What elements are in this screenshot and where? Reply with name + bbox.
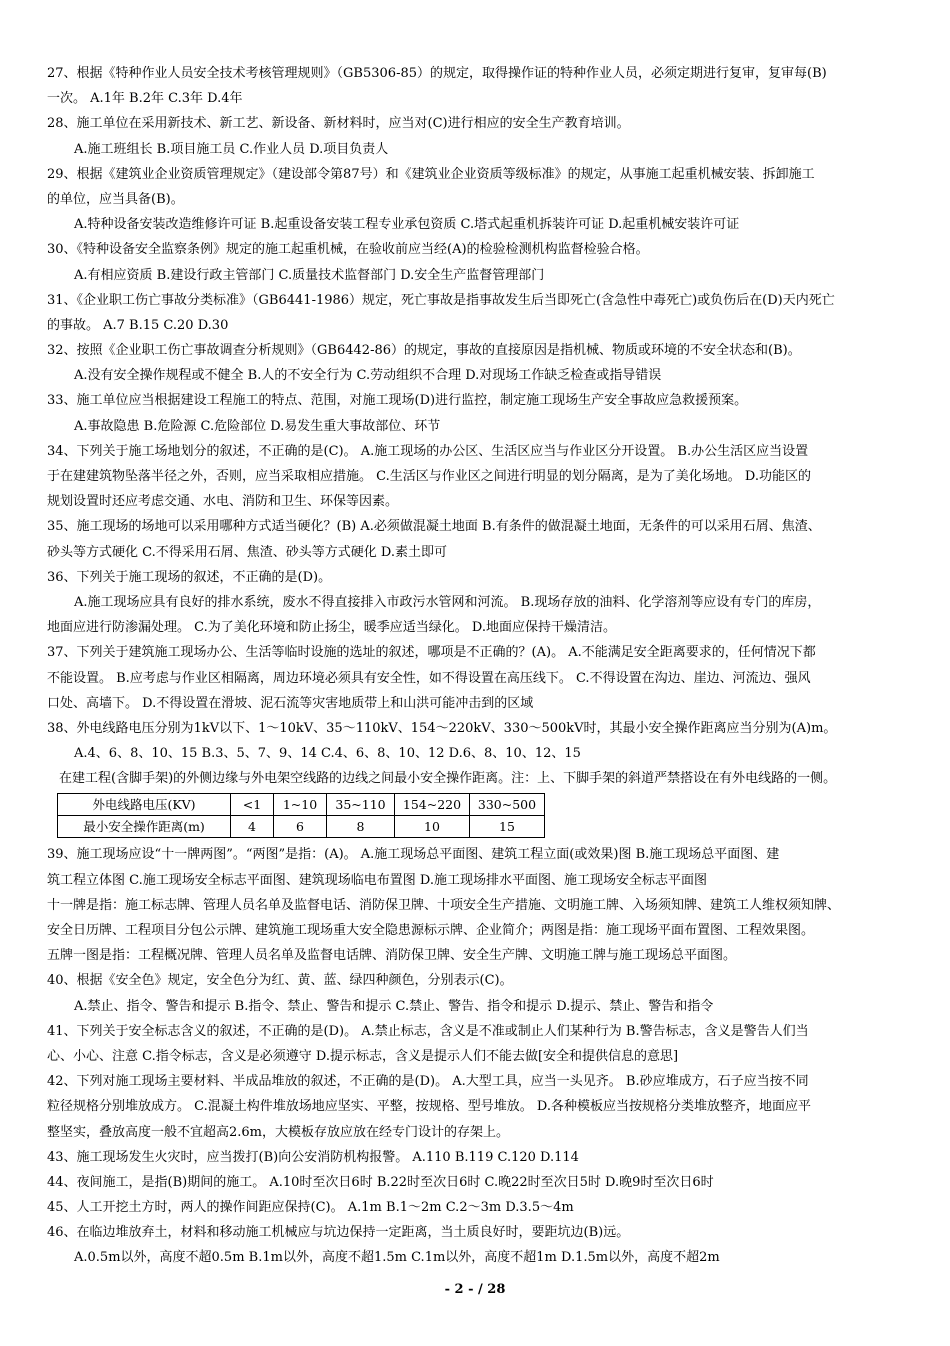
- text-line: 安全日历牌、工程项目分包公示牌、建筑施工现场重大安全隐患源标示牌、企业简介；两图是指：施工现场平面布置图、工程效果图。: [47, 923, 815, 938]
- text-line: 一次。 A.1年 B.2年 C.3年 D.4年: [47, 91, 243, 107]
- text-line: 的事故。 A.7 B.15 C.20 D.30: [47, 317, 229, 333]
- text-line: 五牌一图是指：工程概况牌、管理人员名单及监督电话牌、消防保卫牌、安全生产牌、文明施工牌与施工现场总平面图。: [47, 948, 737, 964]
- text-line: 砂头等方式硬化 C.不得采用石屑、焦渣、砂头等方式硬化 D.素土即可: [47, 544, 447, 560]
- text-line: 37、下列关于建筑施工现场办公、生活等临时设施的选址的叙述，哪项是不正确的？(A)。 A.不能满足安全距离要求的，任何情况下都: [47, 645, 816, 661]
- table-cell: 330~500: [470, 794, 545, 816]
- table-cell: <1: [231, 794, 274, 816]
- text-line: 粒径规格分别堆放成方。 C.混凝土构件堆放场地应坚实、平整，按规格、型号堆放。 D.各种模板应当按规格分类堆放整齐，地面应平: [47, 1099, 811, 1115]
- text-line: 45、人工开挖土方时，两人的操作间距应保持(C)。 A.1m B.1～2m C.2～3m D.3.5～4m: [47, 1200, 574, 1216]
- text-line: A.特种设备安装改造维修许可证 B.起重设备安装工程专业承包资质 C.塔式起重机拆装许可证 D.起重机械安装许可证: [74, 217, 740, 233]
- table-cell: 10: [395, 816, 470, 838]
- table-cell: 8: [327, 816, 395, 838]
- table-cell: 15: [470, 816, 545, 838]
- text-line: 于在建建筑物坠落半径之外，否则，应当采取相应措施。 C.生活区与作业区之间进行明显的划分隔离，是为了美化场地。 D.功能区的: [47, 469, 811, 484]
- question-block-top: [47, 61, 907, 766]
- text-line: 筑工程立体图 C.施工现场安全标志平面图、建筑现场临电布置图 D.施工现场排水平面图、施工现场安全标志平面图: [47, 872, 707, 888]
- distance-table: [57, 793, 545, 838]
- text-line: 27、根据《特种作业人员安全技术考核管理规则》（GB5306-85）的规定，取得操作证的特种作业人员，必须定期进行复审，复审每(B): [47, 66, 827, 81]
- text-line: 的单位，应当具备(B)。: [47, 191, 184, 207]
- text-line: 42、下列对施工现场主要材料、半成品堆放的叙述，不正确的是(D)。 A.大型工具，应当一头见齐。 B.砂应堆成方，石子应当按不同: [47, 1074, 809, 1090]
- table-cell: 35~110: [327, 794, 395, 816]
- text-line: 30、《特种设备安全监察条例》规定的施工起重机械，在验收前应当经(A)的检验检测机构监督检验合格。: [47, 242, 649, 258]
- text-line: 心、小心、注意 C.指令标志，含义是必须遵守 D.提示标志，含义是提示人们不能去做[安全和提供信息的意思]: [47, 1048, 679, 1064]
- text-line: 32、按照《企业职工伤亡事故调查分析规则》（GB6442-86）的规定，事故的直接原因是指机械、物质或环境的不安全状态和(B)。: [47, 343, 801, 359]
- text-line: 不能设置。 B.应考虑与作业区相隔离，周边环境必须具有安全性，如不得设置在高压线下。 C.不得设置在沟边、崖边、河流边、强风: [47, 670, 811, 686]
- table-cell: 6: [274, 816, 327, 838]
- text-line: 规划设置时还应考虑交通、水电、消防和卫生、环保等因素。: [47, 494, 399, 510]
- text-line: 31、《企业职工伤亡事故分类标准》（GB6441-1986）规定，死亡事故是指事故发生后当即死亡(含急性中毒死亡)或负伤后在(D)天内死亡: [47, 292, 835, 308]
- text-line: 口处、高墙下。 D.不得设置在滑坡、泥石流等灾害地质带上和山洪可能冲击到的区域: [47, 695, 534, 711]
- text-line: 46、在临边堆放弃土，材料和移动施工机械应与坑边保持一定距离，当土质良好时，要距坑边(B)远。: [47, 1225, 630, 1241]
- table-row: [58, 816, 545, 838]
- text-line: 十一牌是指：施工标志牌、管理人员名单及监督电话、消防保卫牌、十项安全生产措施、文明施工牌、入场须知牌、建筑工人维权须知牌、: [47, 897, 841, 913]
- text-line: 28、施工单位在采用新技术、新工艺、新设备、新材料时，应当对(C)进行相应的安全生产教育培训。: [47, 116, 630, 132]
- text-line: 36、下列关于施工现场的叙述，不正确的是(D)。: [47, 569, 332, 585]
- text-line: A.有相应资质 B.建设行政主管部门 C.质量技术监督部门 D.安全生产监督管理部门: [74, 267, 545, 283]
- table-cell: 外电线路电压(KV): [58, 794, 231, 816]
- note-line: 在建工程(含脚手架)的外侧边缘与外电架空线路的边线之间最小安全操作距离。注：上、下脚手架的斜道严禁搭设在有外电线路的一侧。: [59, 771, 837, 787]
- page-number: - 2 - / 28: [444, 1282, 506, 1297]
- text-line: 40、根据《安全色》规定，安全色分为红、黄、蓝、绿四种颜色，分别表示(C)。: [47, 973, 513, 989]
- text-line: 整坚实，叠放高度一般不宜超高2.6m，大模板存放应放在经专门设计的存架上。: [47, 1124, 510, 1140]
- text-line: A.禁止、指令、警告和提示 B.指令、禁止、警告和提示 C.禁止、警告、指令和提示 D.提示、禁止、警告和指令: [74, 998, 714, 1014]
- text-line: A.施工班组长 B.项目施工员 C.作业人员 D.项目负责人: [74, 141, 389, 157]
- text-line: A.4、6、8、10、15 B.3、5、7、9、14 C.4、6、8、10、12 D.6、8、10、12、15: [74, 746, 581, 762]
- text-line: 33、施工单位应当根据建设工程施工的特点、范围，对施工现场(D)进行监控，制定施工现场生产安全事故应急救援预案。: [47, 393, 748, 409]
- question-block-bottom: [47, 842, 907, 1270]
- document-body: [47, 61, 907, 1271]
- table-cell: 最小安全操作距离(m): [58, 816, 231, 838]
- text-line: 地面应进行防渗漏处理。 C.为了美化环境和防止扬尘，暖季应适当绿化。 D.地面应保持干燥清洁。: [47, 620, 616, 636]
- text-line: 39、施工现场应设“十一牌两图”。“两图”是指：(A)。 A.施工现场总平面图、建筑工程立面(或效果)图 B.施工现场总平面图、建: [47, 847, 780, 863]
- table-cell: 1~10: [274, 794, 327, 816]
- table-cell: 154~220: [395, 794, 470, 816]
- text-line: 35、施工现场的场地可以采用哪种方式适当硬化？(B) A.必须做混凝土地面 B.有条件的做混凝土地面，无条件的可以采用石屑、焦渣、: [47, 519, 821, 535]
- text-line: 38、外电线路电压分别为1kV以下、1～10kV、35～110kV、154～220kV、330～500kV时，其最小安全操作距离应当分别为(A)m。: [47, 720, 837, 736]
- text-line: 43、施工现场发生火灾时，应当拨打(B)向公安消防机构报警。 A.110 B.119 C.120 D.114: [47, 1149, 579, 1165]
- text-line: A.事故隐患 B.危险源 C.危险部位 D.易发生重大事故部位、环节: [74, 418, 441, 434]
- text-line: A.0.5m以外，高度不超0.5m B.1m以外，高度不超1.5m C.1m以外，高度不超1m D.1.5m以外，高度不超2m: [74, 1250, 720, 1266]
- table-cell: 4: [231, 816, 274, 838]
- text-line: 29、根据《建筑业企业资质管理规定》（建设部令第87号）和《建筑业企业资质等级标准》的规定，从事施工起重机械安装、拆卸施工: [47, 166, 815, 182]
- text-line: 41、下列关于安全标志含义的叙述，不正确的是(D)。 A.禁止标志，含义是不准或制止人们某种行为 B.警告标志，含义是警告人们当: [47, 1023, 809, 1039]
- text-line: A.没有安全操作规程或不健全 B.人的不安全行为 C.劳动组织不合理 D.对现场工作缺乏检查或指导错误: [74, 368, 662, 384]
- text-line: 44、夜间施工，是指(B)期间的施工。 A.10时至次日6时 B.22时至次日6时 C.晚22时至次日5时 D.晚9时至次日6时: [47, 1174, 714, 1190]
- text-line: A.施工现场应具有良好的排水系统，废水不得直接排入市政污水管网和河流。 B.现场存放的油料、化学溶剂等应设有专门的库房，: [74, 594, 821, 610]
- table-row: [58, 794, 545, 816]
- text-line: 34、下列关于施工场地划分的叙述，不正确的是(C)。 A.施工现场的办公区、生活区应当与作业区分开设置。 B.办公生活区应当设置: [47, 443, 809, 459]
